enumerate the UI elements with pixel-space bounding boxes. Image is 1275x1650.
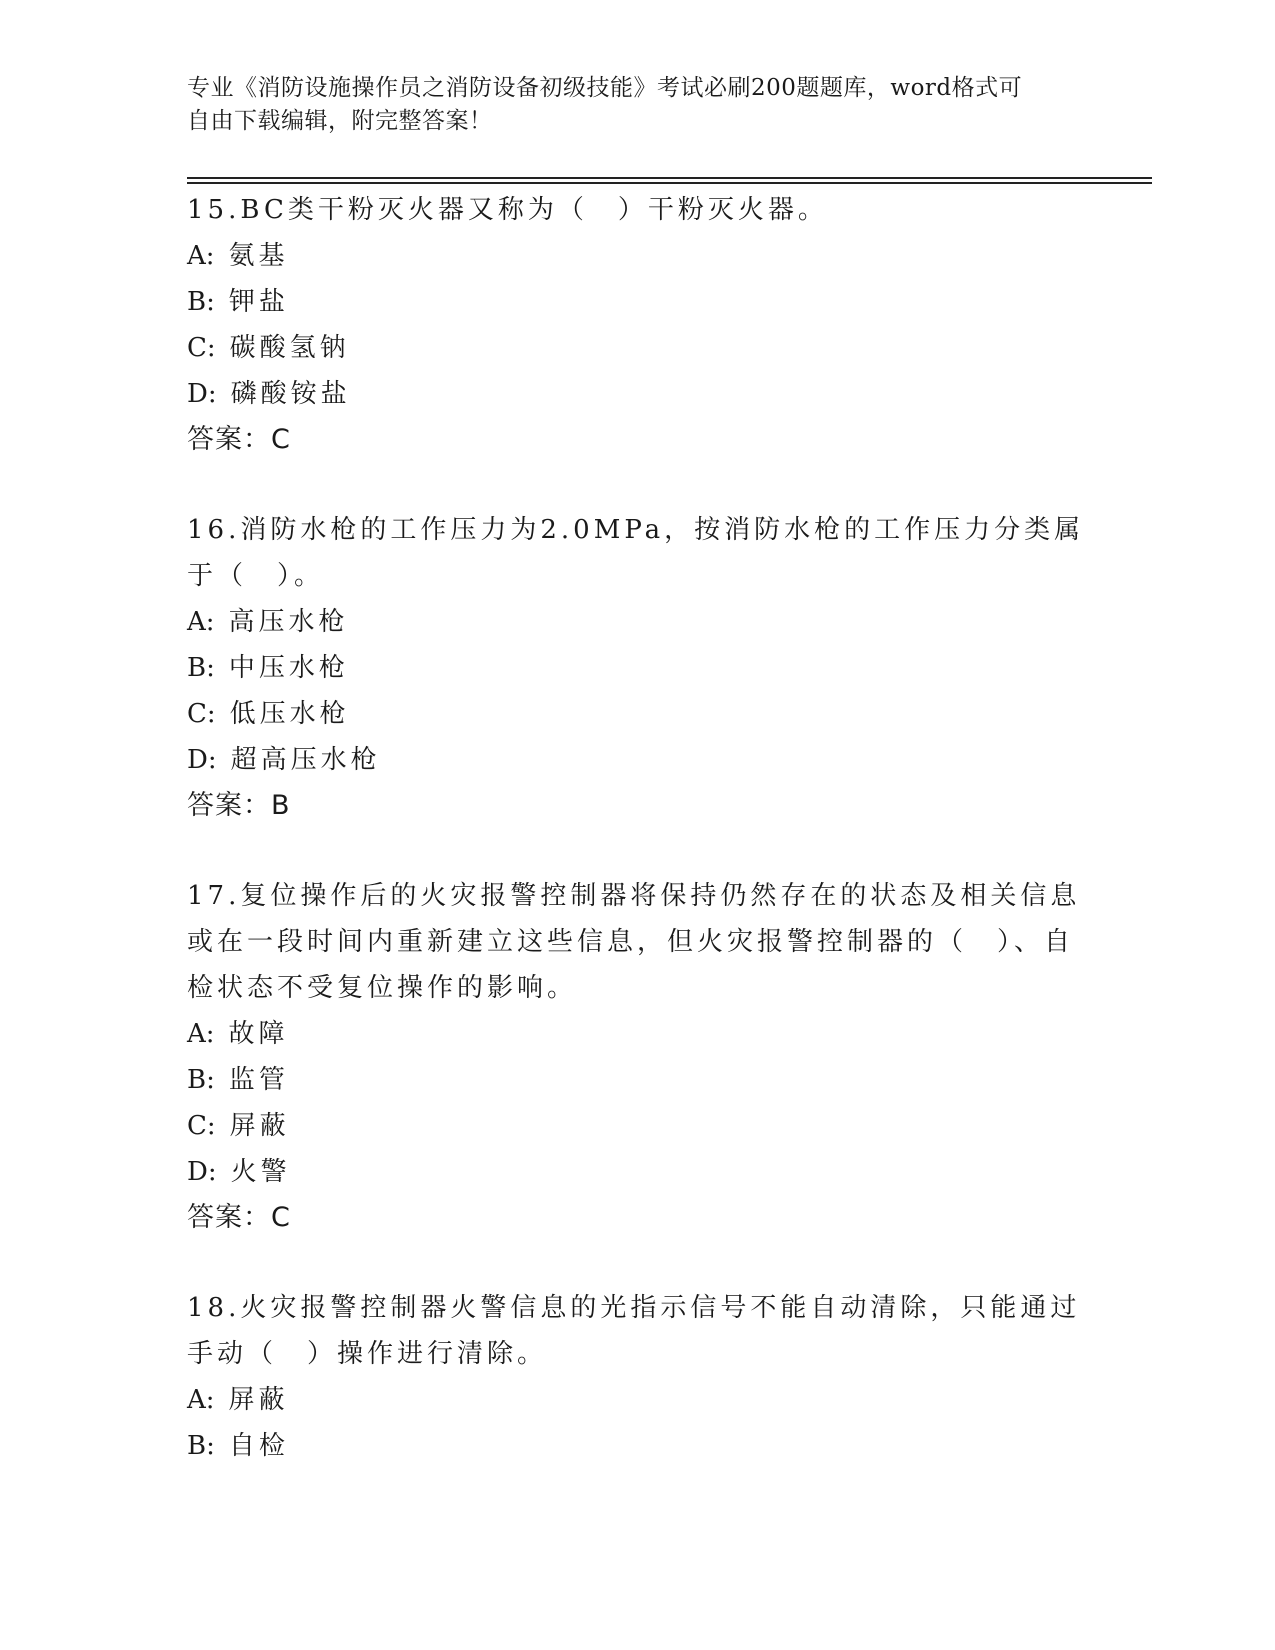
option-text: 磷酸铵盐: [230, 379, 351, 409]
option-separator: :: [206, 699, 216, 729]
option-letter: C: [187, 699, 207, 729]
option-letter: D: [187, 379, 208, 409]
question-stem: 15.BC类干粉灭火器又称为（ ）干粉灭火器。: [187, 195, 828, 225]
option-separator: :: [207, 379, 217, 409]
option-separator: :: [205, 607, 215, 637]
option-letter: B: [187, 653, 207, 683]
option-d[interactable]: [187, 737, 1087, 783]
option-text: 自检: [228, 1431, 289, 1461]
option-b[interactable]: [187, 1423, 1087, 1469]
question-15: [187, 187, 1087, 463]
option-letter: B: [187, 287, 207, 317]
option-text: 氨基: [228, 241, 289, 271]
option-letter: D: [187, 1157, 208, 1187]
option-c[interactable]: [187, 325, 1087, 371]
option-letter: A: [187, 1385, 206, 1415]
option-text: 中压水枪: [228, 653, 349, 683]
answer-line: 答案：B: [187, 790, 291, 821]
option-separator: :: [207, 745, 217, 775]
option-b[interactable]: [187, 279, 1087, 325]
option-text: 钾盐: [228, 287, 289, 317]
option-b[interactable]: [187, 645, 1087, 691]
option-separator: :: [206, 1431, 215, 1461]
question-16: [187, 507, 1087, 829]
option-letter: A: [187, 607, 206, 637]
header-divider-top: [187, 177, 1152, 179]
option-c[interactable]: [187, 691, 1087, 737]
header-line-2: 自由下载编辑，附完整答案！: [187, 108, 493, 134]
option-separator: :: [205, 1385, 215, 1415]
option-separator: :: [205, 1019, 215, 1049]
question-spacer: [187, 829, 1087, 873]
option-a[interactable]: [187, 599, 1087, 645]
question-18: [187, 1285, 1087, 1469]
option-separator: :: [205, 241, 215, 271]
option-d[interactable]: [187, 1149, 1087, 1195]
option-letter: C: [187, 1111, 207, 1141]
document-header: [187, 72, 1087, 138]
option-letter: A: [187, 1019, 206, 1049]
question-stem: 17.复位操作后的火灾报警控制器将保持仍然存在的状态及相关信息或在一段时间内重新建立这些信息，但火灾报警控制器的（ ）、自检状态不受复位操作的影响。: [187, 881, 1081, 1003]
question-spacer: [187, 1241, 1087, 1285]
option-separator: :: [206, 333, 216, 363]
option-c[interactable]: [187, 1103, 1087, 1149]
question-list: [187, 187, 1087, 1469]
header-divider-bottom: [187, 182, 1152, 184]
option-text: 超高压水枪: [230, 745, 381, 775]
option-separator: :: [206, 1065, 215, 1095]
option-text: 故障: [228, 1019, 289, 1049]
question-stem: 16.消防水枪的工作压力为2.0MPa，按消防水枪的工作压力分类属于（ ）。: [187, 515, 1085, 591]
option-letter: A: [187, 241, 206, 271]
option-separator: :: [206, 287, 215, 317]
question-spacer: [187, 463, 1087, 507]
option-a[interactable]: [187, 1377, 1087, 1423]
option-a[interactable]: [187, 1011, 1087, 1057]
option-text: 低压水枪: [229, 699, 350, 729]
option-separator: :: [207, 1157, 217, 1187]
option-text: 监管: [228, 1065, 289, 1095]
option-text: 屏蔽: [229, 1111, 290, 1141]
option-text: 碳酸氢钠: [229, 333, 350, 363]
question-17: [187, 873, 1087, 1241]
option-text: 屏蔽: [228, 1385, 289, 1415]
option-a[interactable]: [187, 233, 1087, 279]
option-letter: B: [187, 1431, 207, 1461]
option-text: 火警: [230, 1157, 291, 1187]
option-separator: :: [206, 1111, 216, 1141]
option-letter: B: [187, 1065, 207, 1095]
header-line-1: 专业《消防设施操作员之消防设备初级技能》考试必刷200题题库，word格式可: [187, 75, 1023, 101]
option-separator: :: [206, 653, 215, 683]
option-text: 高压水枪: [228, 607, 349, 637]
option-d[interactable]: [187, 371, 1087, 417]
answer-line: 答案：C: [187, 424, 291, 455]
option-letter: C: [187, 333, 207, 363]
option-letter: D: [187, 745, 208, 775]
answer-line: 答案：C: [187, 1202, 291, 1233]
option-b[interactable]: [187, 1057, 1087, 1103]
question-stem: 18.火灾报警控制器火警信息的光指示信号不能自动清除，只能通过手动（ ）操作进行清除。: [187, 1293, 1081, 1369]
